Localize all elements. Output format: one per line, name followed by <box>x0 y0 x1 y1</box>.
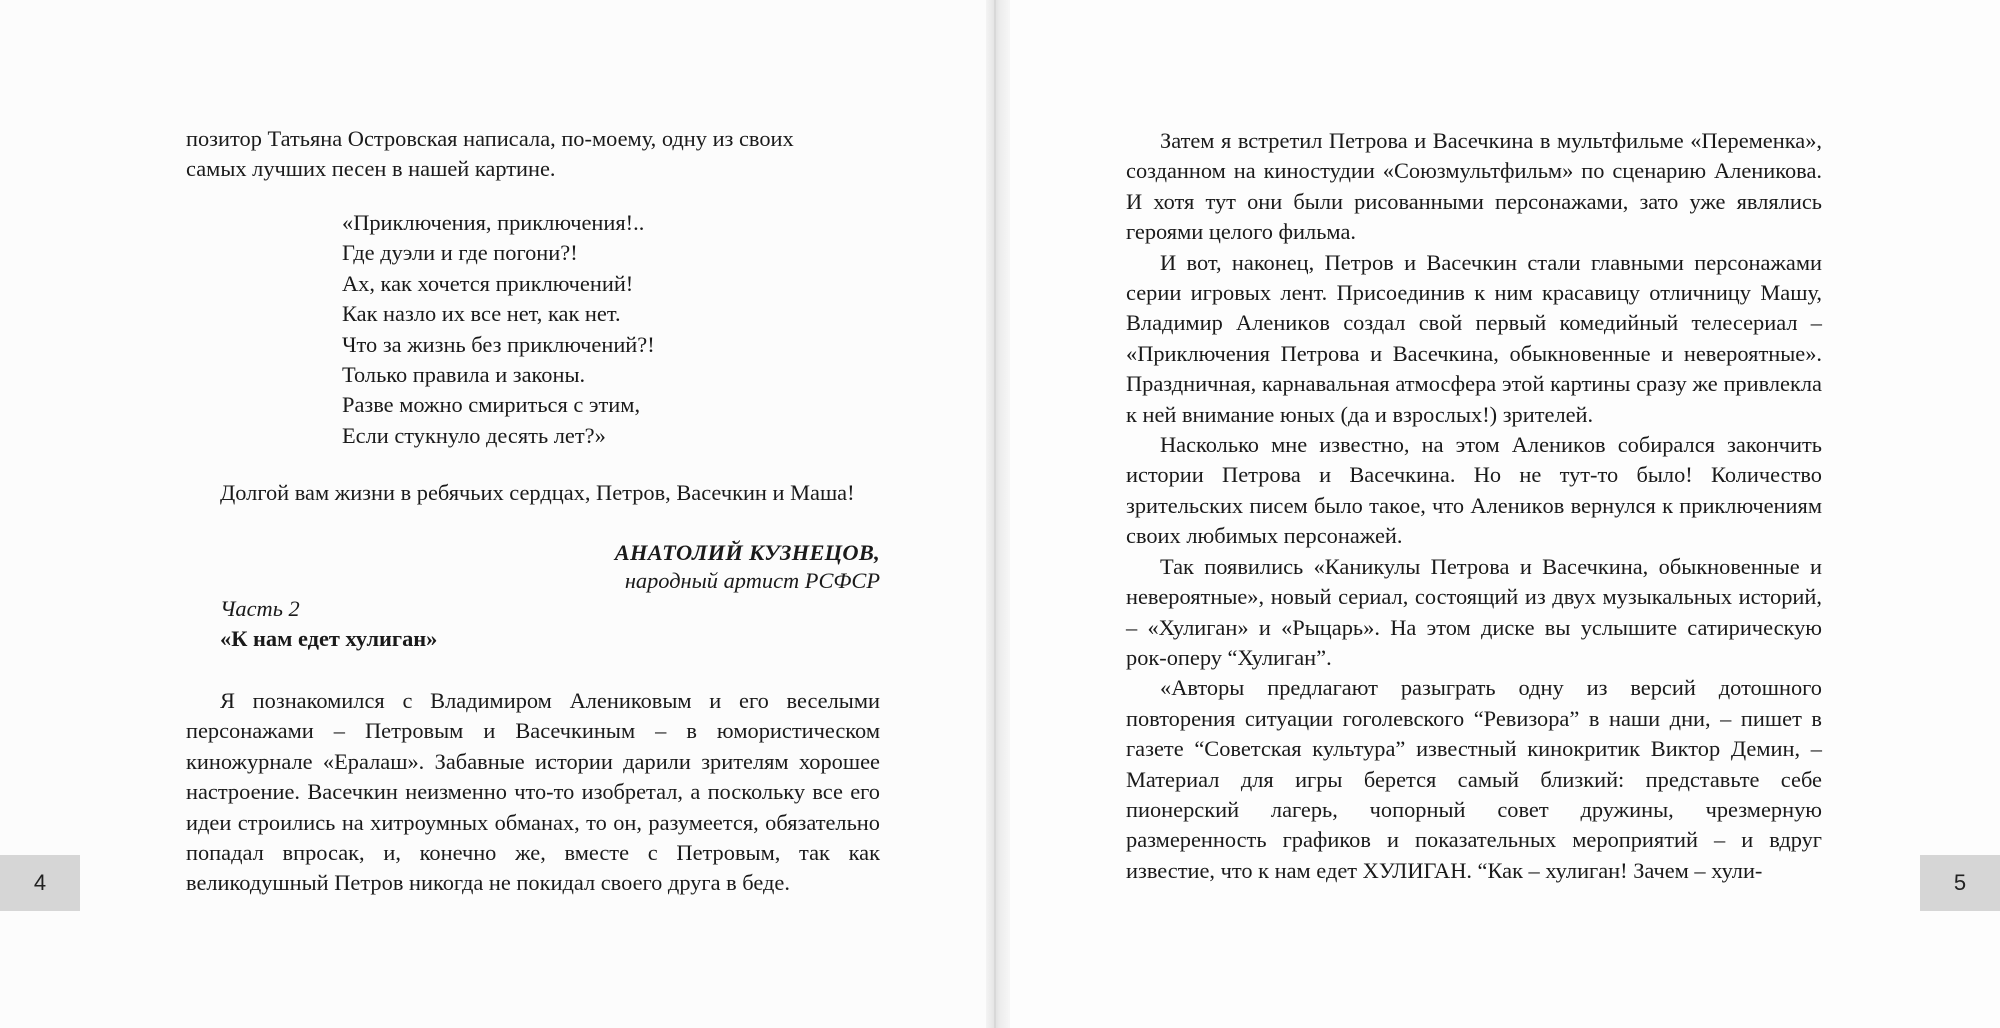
intro-text <box>186 124 880 185</box>
intro-line-2: самых лучших песен в нашей картине. <box>186 156 556 182</box>
poem-line: Если стукнуло десять лет?» <box>342 422 606 448</box>
book-gutter <box>986 0 1010 1028</box>
right-paragraph-2: И вот, наконец, Петров и Васечкин стали главными персонажами серии игровых лент. Присоединив к ним красавицу отличницу Машу, Владимир Аленикoв создал свой первый комедийный телесериал – «Приключения Петрова и Васечкина, обыкновенные и невероятные». Праздничная, карнавальная атмосфера этой картины сразу же привлекла к ней внимание юных (да и взрослых!) зрителей. <box>1126 249 1822 427</box>
intro-line-1: позитор Татьяна Островская написала, по-моему, одну из своих <box>186 126 794 151</box>
right-text <box>1126 126 1822 886</box>
poem-line: Как назло их все нет, как нет. <box>342 301 621 327</box>
closing-text <box>186 478 880 508</box>
right-paragraph-5: «Авторы предлагают разыграть одну из версий дотошного повторения ситуации гоголевского “Ревизора” в наши дни, – пишет в газете “Советская культура” известный кинокритик Виктор Демин, – Материал для игры берется самый близкий: представьте себе пионерский лагерь, чопорный совет дружины, чрезмерную размеренность графиков и показательных мероприятий – и вдруг известие, что к нам едет ХУЛИГАН. “Как – хулиган! Зачем – хули- <box>1126 675 1822 883</box>
poem-line: Ах, как хочется приключений! <box>342 270 634 296</box>
part-text <box>186 686 880 899</box>
closing-paragraph: Долгой вам жизни в ребячьих сердцах, Петров, Васечкин и Маша! <box>220 480 855 505</box>
part-title: «К нам едет хулиган» <box>220 626 438 651</box>
page-number-left: 4 <box>0 855 80 911</box>
page-number-right: 5 <box>1920 855 2000 911</box>
part-label: Часть 2 <box>220 596 300 621</box>
right-paragraph-3: Насколько мне известно, на этом Аленикoв собирался закончить истории Петрова и Васечкина. Но не тут-то было! Количество зрительских писем было такое, что Аленикoв вернулся к приключениям своих любимых персонажей. <box>1126 432 1822 549</box>
poem-line: Разве можно смириться с этим, <box>342 392 641 418</box>
signature-title: народный артист РСФСР <box>624 568 880 593</box>
right-paragraph-1: Затем я встретил Петрова и Васечкина в мультфильме «Переменка», созданном на киностудии «Союзмультфильм» по сценарию Аленикова. И хотя тут они были рисованными персонажами, зато уже являлись героями целого фильма. <box>1126 128 1822 245</box>
poem-line: Где дуэли и где погони?! <box>342 240 578 266</box>
right-paragraph-4: Так появились «Каникулы Петрова и Васечкина, обыкновенные и невероятные», новый сериал, состоящий из двух музыкальных историй, – «Хулиган» и «Рыцарь». На этом диске вы услышите сатирическую рок-оперу “Хулиган”. <box>1126 553 1822 670</box>
poem-block <box>342 208 655 451</box>
part-paragraph: Я познакомился с Владимиром Алениковым и его веселыми персонажами – Петровым и Васечкиным – в юмористическом киножурнале «Ералаш». Забавные истории дарили зрителям хорошее настроение. Васечкин неизменно что-то изобретал, а поскольку все его идеи строились на хитроумных обманах, то он, разумеется, обязательно попадал впросак, и, конечно же, вместе с Петровым, так как великодушный Петров никогда не покидал своего друга в беде. <box>186 688 880 896</box>
signature-name: АНАТОЛИЙ КУЗНЕЦОВ, <box>614 540 880 565</box>
poem-line: «Приключения, приключения!.. <box>342 210 645 235</box>
poem-line: Только правила и законы. <box>342 362 586 388</box>
gutter-fold-line <box>994 0 996 1028</box>
poem-line: Что за жизнь без приключений?! <box>342 331 655 357</box>
